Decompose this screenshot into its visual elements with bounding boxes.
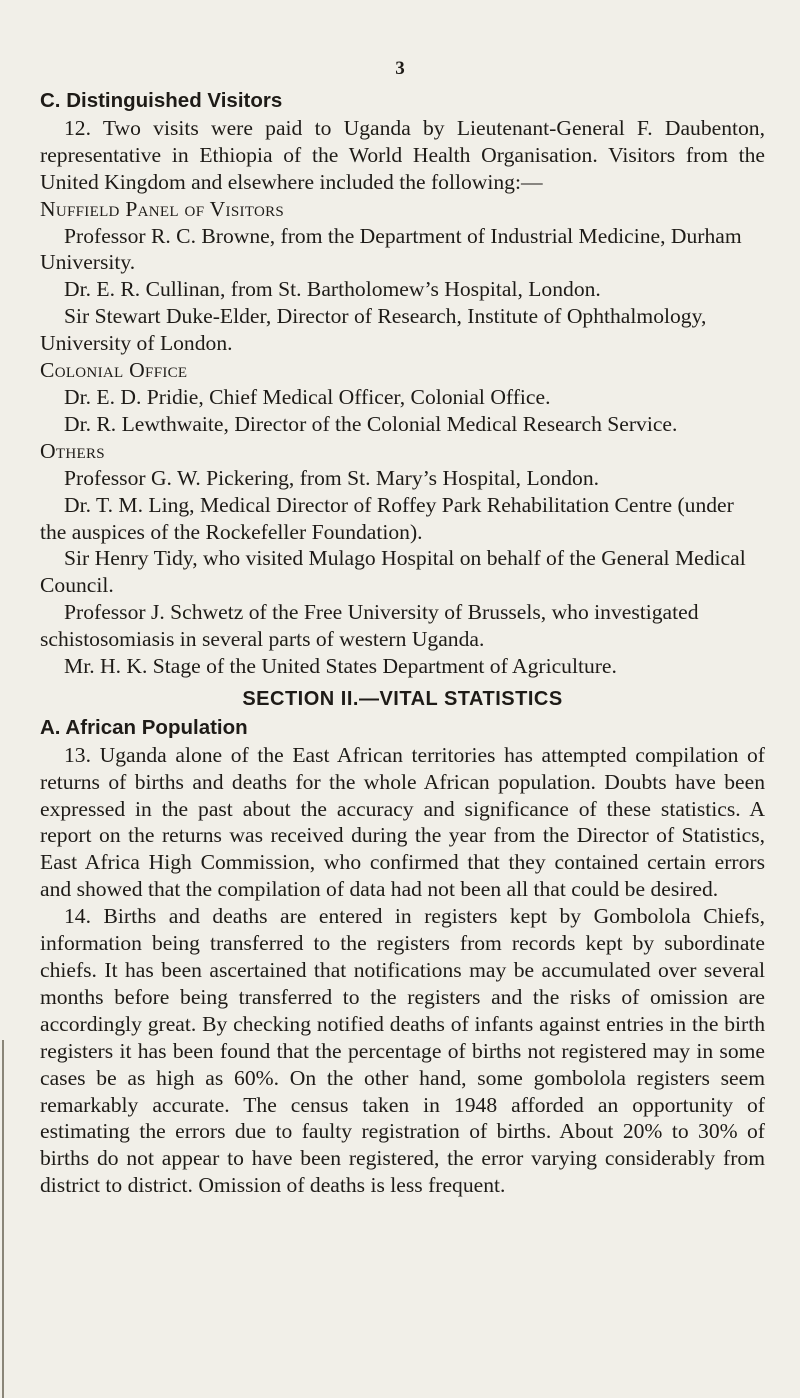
page-content <box>40 88 765 1199</box>
colonial-office-heading: Colonial Office <box>40 358 188 383</box>
visitor-entry: Dr. T. M. Ling, Medical Director of Roffey Park Rehabilitation Centre (under the auspices of the Rockefeller Foundation). <box>40 492 734 544</box>
paragraph-13: 13. Uganda alone of the East African territories has attempted compilation of returns of births and deaths for the whole African population. Doubts have been expressed in the past about the accuracy and significance of these statistics. A report on the returns was received during the year from the Director of Statistics, East Africa High Commission, who confirmed that they contained certain errors and showed that the compilation of data had not been all that could be desired. <box>40 742 765 902</box>
section-c-heading: C. Distinguished Visitors <box>40 89 283 112</box>
others-heading: Others <box>40 438 105 463</box>
paragraph-12: 12. Two visits were paid to Uganda by Lieutenant-General F. Daubenton, representative in Ethiopia of the World Health Organisation. Visitors from the United Kingdom and elsewhere included the following:— <box>40 115 765 194</box>
page-number: 3 <box>395 58 405 79</box>
visitor-entry: Dr. E. R. Cullinan, from St. Bartholomew’s Hospital, London. <box>64 277 601 302</box>
visitor-entry: Dr. E. D. Pridie, Chief Medical Officer, Colonial Office. <box>64 384 551 409</box>
visitor-entry: Sir Henry Tidy, who visited Mulago Hospital on behalf of the General Medical Council. <box>40 546 746 598</box>
section-ii-title: SECTION II.—VITAL STATISTICS <box>242 687 563 710</box>
visitor-entry: Dr. R. Lewthwaite, Director of the Colonial Medical Research Service. <box>64 411 678 436</box>
paragraph-14: 14. Births and deaths are entered in registers kept by Gombolola Chiefs, information being transferred to the registers from records kept by subordinate chiefs. It has been ascertained that notifications may be accumulated over several months before being transferred to the registers and the risks of omission are accordingly great. By checking notified deaths of infants against entries in the birth registers it has been found that the percentage of births not registered may in some cases be as high as 60%. On the other hand, some gombolola registers seem remarkably accurate. The census taken in 1948 afforded an opportunity of estimating the errors due to faulty registration of births. About 20% to 30% of births do not appear to have been registered, the error varying considerably from district to district. Omission of deaths is less frequent. <box>40 904 765 1198</box>
page-edge-line <box>2 1040 4 1398</box>
visitor-entry: Mr. H. K. Stage of the United States Department of Agriculture. <box>64 654 617 679</box>
visitor-entry: Sir Stewart Duke-Elder, Director of Research, Institute of Ophthalmology, University of London. <box>40 304 707 356</box>
visitor-entry: Professor G. W. Pickering, from St. Mary’s Hospital, London. <box>64 465 600 490</box>
visitor-entry: Professor R. C. Browne, from the Department of Industrial Medicine, Durham University. <box>40 223 742 275</box>
visitor-entry: Professor J. Schwetz of the Free University of Brussels, who investigated schistosomiasis in several parts of western Uganda. <box>40 600 699 652</box>
african-population-heading: A. African Population <box>40 715 248 739</box>
nuffield-panel-heading: Nuffield Panel of Visitors <box>40 196 285 221</box>
